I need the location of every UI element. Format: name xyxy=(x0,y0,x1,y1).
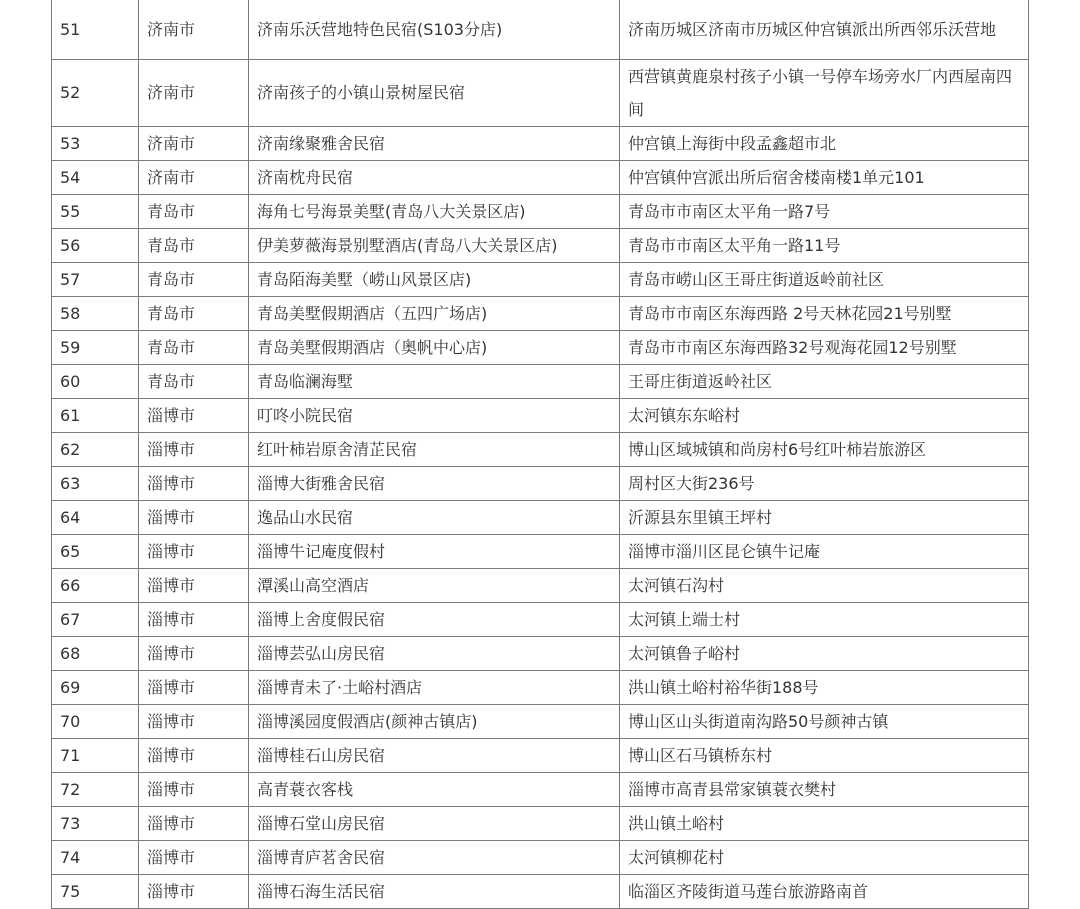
row-number-cell: 62 xyxy=(52,433,139,467)
address-cell: 仲宫镇仲宫派出所后宿舍楼南楼1单元101 xyxy=(620,161,1029,195)
lodging-name-cell: 淄博芸弘山房民宿 xyxy=(249,637,620,671)
table-row xyxy=(52,399,1029,433)
address-cell: 济南历城区济南市历城区仲宫镇派出所西邻乐沃营地 xyxy=(620,0,1029,60)
city-cell: 青岛市 xyxy=(139,365,249,399)
lodging-name-cell: 高青蓑衣客栈 xyxy=(249,773,620,807)
lodging-name-cell: 淄博石堂山房民宿 xyxy=(249,807,620,841)
lodging-name-cell: 淄博青庐茗舍民宿 xyxy=(249,841,620,875)
table-row xyxy=(52,127,1029,161)
lodging-name-cell: 淄博大街雅舍民宿 xyxy=(249,467,620,501)
address-cell: 沂源县东里镇王坪村 xyxy=(620,501,1029,535)
row-number-cell: 60 xyxy=(52,365,139,399)
lodging-name-cell: 青岛陌海美墅（崂山风景区店) xyxy=(249,263,620,297)
table-row xyxy=(52,229,1029,263)
row-number-cell: 54 xyxy=(52,161,139,195)
lodging-name-cell: 伊美萝薇海景别墅酒店(青岛八大关景区店) xyxy=(249,229,620,263)
city-cell: 青岛市 xyxy=(139,263,249,297)
table-row xyxy=(52,773,1029,807)
lodging-name-cell: 红叶柿岩原舍清芷民宿 xyxy=(249,433,620,467)
row-number-cell: 71 xyxy=(52,739,139,773)
city-cell: 淄博市 xyxy=(139,535,249,569)
table-row xyxy=(52,841,1029,875)
row-number-cell: 55 xyxy=(52,195,139,229)
address-cell: 博山区石马镇桥东村 xyxy=(620,739,1029,773)
row-number-cell: 66 xyxy=(52,569,139,603)
lodging-table-body xyxy=(52,0,1029,909)
city-cell: 青岛市 xyxy=(139,195,249,229)
table-row xyxy=(52,297,1029,331)
city-cell: 淄博市 xyxy=(139,433,249,467)
city-cell: 淄博市 xyxy=(139,399,249,433)
address-cell: 淄博市淄川区昆仑镇牛记庵 xyxy=(620,535,1029,569)
address-cell: 博山区域城镇和尚房村6号红叶柿岩旅游区 xyxy=(620,433,1029,467)
address-cell: 青岛市市南区太平角一路11号 xyxy=(620,229,1029,263)
row-number-cell: 72 xyxy=(52,773,139,807)
address-cell: 洪山镇土峪村 xyxy=(620,807,1029,841)
table-row xyxy=(52,671,1029,705)
row-number-cell: 51 xyxy=(52,0,139,60)
table-row xyxy=(52,60,1029,127)
table-row xyxy=(52,161,1029,195)
table-row xyxy=(52,807,1029,841)
table-row xyxy=(52,0,1029,60)
address-cell: 仲宫镇上海街中段孟鑫超市北 xyxy=(620,127,1029,161)
city-cell: 济南市 xyxy=(139,127,249,161)
table-row xyxy=(52,331,1029,365)
table-row xyxy=(52,569,1029,603)
address-cell: 王哥庄街道返岭社区 xyxy=(620,365,1029,399)
table-row xyxy=(52,637,1029,671)
table-row xyxy=(52,739,1029,773)
address-cell: 太河镇鲁子峪村 xyxy=(620,637,1029,671)
row-number-cell: 68 xyxy=(52,637,139,671)
lodging-name-cell: 淄博石海生活民宿 xyxy=(249,875,620,909)
row-number-cell: 56 xyxy=(52,229,139,263)
lodging-name-cell: 海角七号海景美墅(青岛八大关景区店) xyxy=(249,195,620,229)
lodging-name-cell: 叮咚小院民宿 xyxy=(249,399,620,433)
city-cell: 淄博市 xyxy=(139,841,249,875)
table-row xyxy=(52,263,1029,297)
row-number-cell: 53 xyxy=(52,127,139,161)
city-cell: 淄博市 xyxy=(139,467,249,501)
address-cell: 太河镇石沟村 xyxy=(620,569,1029,603)
lodging-name-cell: 济南乐沃营地特色民宿(S103分店) xyxy=(249,0,620,60)
city-cell: 淄博市 xyxy=(139,705,249,739)
city-cell: 淄博市 xyxy=(139,603,249,637)
table-row xyxy=(52,705,1029,739)
lodging-name-cell: 潭溪山高空酒店 xyxy=(249,569,620,603)
lodging-name-cell: 淄博桂石山房民宿 xyxy=(249,739,620,773)
address-cell: 太河镇东东峪村 xyxy=(620,399,1029,433)
lodging-name-cell: 青岛美墅假期酒店（五四广场店) xyxy=(249,297,620,331)
address-cell: 青岛市市南区东海西路32号观海花园12号别墅 xyxy=(620,331,1029,365)
lodging-name-cell: 青岛美墅假期酒店（奥帆中心店) xyxy=(249,331,620,365)
row-number-cell: 73 xyxy=(52,807,139,841)
address-cell: 博山区山头街道南沟路50号颜神古镇 xyxy=(620,705,1029,739)
row-number-cell: 70 xyxy=(52,705,139,739)
city-cell: 淄博市 xyxy=(139,807,249,841)
table-row xyxy=(52,535,1029,569)
lodging-name-cell: 淄博牛记庵度假村 xyxy=(249,535,620,569)
table-row xyxy=(52,365,1029,399)
city-cell: 济南市 xyxy=(139,0,249,60)
address-cell: 洪山镇土峪村裕华街188号 xyxy=(620,671,1029,705)
table-row xyxy=(52,603,1029,637)
city-cell: 济南市 xyxy=(139,60,249,127)
table-row xyxy=(52,875,1029,909)
address-cell: 临淄区齐陵街道马莲台旅游路南首 xyxy=(620,875,1029,909)
table-row xyxy=(52,467,1029,501)
address-cell: 周村区大街236号 xyxy=(620,467,1029,501)
city-cell: 淄博市 xyxy=(139,739,249,773)
row-number-cell: 67 xyxy=(52,603,139,637)
city-cell: 淄博市 xyxy=(139,875,249,909)
city-cell: 青岛市 xyxy=(139,297,249,331)
city-cell: 淄博市 xyxy=(139,501,249,535)
address-cell: 青岛市市南区太平角一路7号 xyxy=(620,195,1029,229)
address-cell: 西营镇黄鹿泉村孩子小镇一号停车场旁水厂内西屋南四间 xyxy=(620,60,1029,127)
row-number-cell: 69 xyxy=(52,671,139,705)
lodging-name-cell: 淄博上舍度假民宿 xyxy=(249,603,620,637)
row-number-cell: 74 xyxy=(52,841,139,875)
row-number-cell: 57 xyxy=(52,263,139,297)
address-cell: 青岛市市南区东海西路 2号天林花园21号别墅 xyxy=(620,297,1029,331)
address-cell: 青岛市崂山区王哥庄街道返岭前社区 xyxy=(620,263,1029,297)
city-cell: 济南市 xyxy=(139,161,249,195)
city-cell: 淄博市 xyxy=(139,773,249,807)
row-number-cell: 65 xyxy=(52,535,139,569)
row-number-cell: 59 xyxy=(52,331,139,365)
city-cell: 淄博市 xyxy=(139,637,249,671)
lodging-table-container xyxy=(51,0,1029,909)
city-cell: 青岛市 xyxy=(139,331,249,365)
lodging-name-cell: 淄博青未了·土峪村酒店 xyxy=(249,671,620,705)
row-number-cell: 61 xyxy=(52,399,139,433)
address-cell: 淄博市高青县常家镇蓑衣樊村 xyxy=(620,773,1029,807)
table-row xyxy=(52,501,1029,535)
lodging-name-cell: 淄博溪园度假酒店(颜神古镇店) xyxy=(249,705,620,739)
table-row xyxy=(52,195,1029,229)
table-row xyxy=(52,433,1029,467)
city-cell: 淄博市 xyxy=(139,671,249,705)
lodging-name-cell: 济南孩子的小镇山景树屋民宿 xyxy=(249,60,620,127)
row-number-cell: 58 xyxy=(52,297,139,331)
lodging-name-cell: 济南枕舟民宿 xyxy=(249,161,620,195)
row-number-cell: 63 xyxy=(52,467,139,501)
row-number-cell: 64 xyxy=(52,501,139,535)
lodging-name-cell: 青岛临澜海墅 xyxy=(249,365,620,399)
row-number-cell: 75 xyxy=(52,875,139,909)
lodging-name-cell: 逸品山水民宿 xyxy=(249,501,620,535)
lodging-name-cell: 济南缘聚雅舍民宿 xyxy=(249,127,620,161)
lodging-table xyxy=(51,0,1029,909)
address-cell: 太河镇柳花村 xyxy=(620,841,1029,875)
city-cell: 青岛市 xyxy=(139,229,249,263)
city-cell: 淄博市 xyxy=(139,569,249,603)
row-number-cell: 52 xyxy=(52,60,139,127)
address-cell: 太河镇上端士村 xyxy=(620,603,1029,637)
